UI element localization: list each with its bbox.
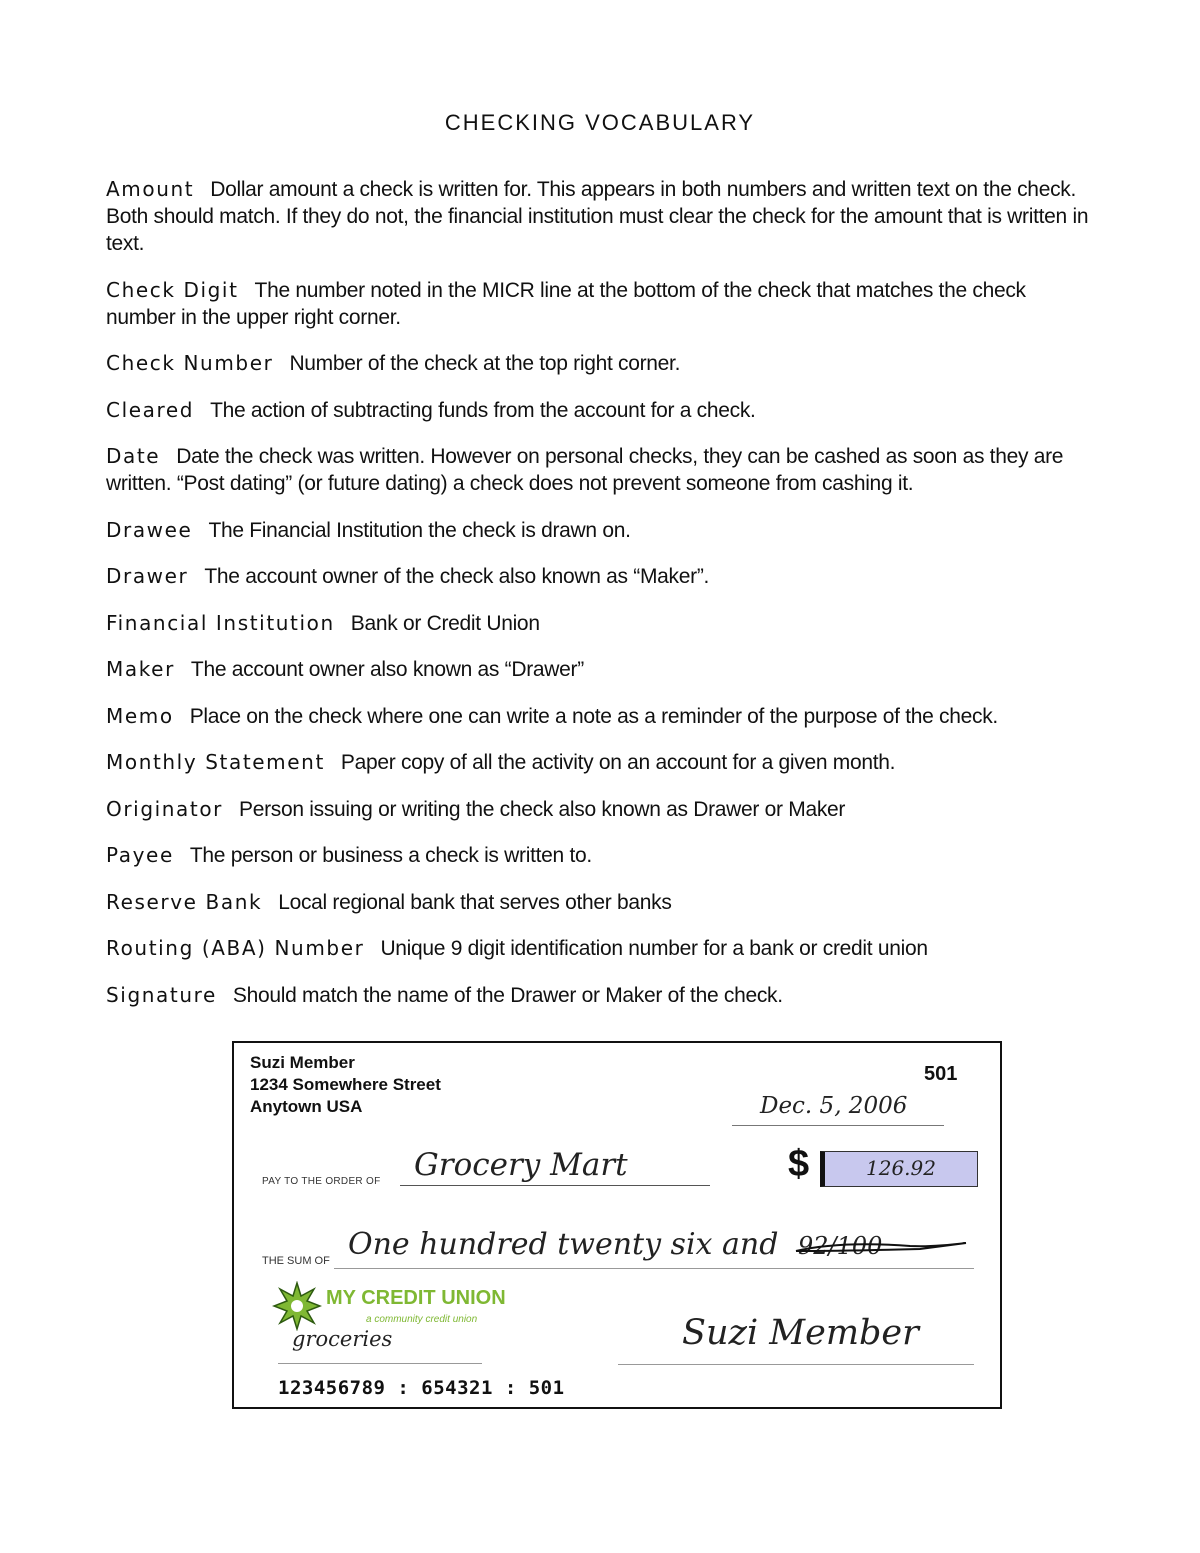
vocab-definition: Should match the name of the Drawer or Maker of the check.	[232, 983, 783, 1007]
vocab-entry	[106, 749, 1096, 776]
vocab-definition: The person or business a check is written to.	[189, 844, 592, 867]
vocab-term: Payee	[106, 843, 174, 867]
date-line	[732, 1125, 944, 1126]
vocab-term: Monthly Statement	[106, 750, 325, 774]
credit-union-logo-icon	[272, 1281, 322, 1331]
micr-line: 123456789 : 654321 : 501	[278, 1377, 565, 1399]
vocab-term: Check Number	[106, 351, 274, 375]
vocab-term: Reserve Bank	[106, 889, 263, 914]
vocab-entry	[106, 563, 1096, 590]
vocab-entry	[106, 350, 1096, 377]
vocab-entry	[106, 443, 1096, 497]
vocab-entry	[106, 656, 1096, 683]
vocab-term: Originator	[106, 796, 224, 821]
vocabulary-list	[106, 176, 1096, 1028]
vocab-term: Check Digit	[106, 277, 239, 302]
payee-line	[400, 1185, 710, 1186]
line-fill-squiggle	[790, 1237, 970, 1261]
vocab-definition: The action of subtracting funds from the account for a check.	[210, 398, 756, 422]
vocab-term: Routing (ABA) Number	[106, 936, 365, 960]
vocab-definition: Dollar amount a check is written for. This appears in both numbers and written text on the check. Both should match. If they do not, the financial institution must clear the check for the amount that is written in text.	[106, 178, 1089, 255]
check-date: Dec. 5, 2006	[760, 1093, 908, 1119]
vocab-definition: The account owner of the check also known as “Maker”.	[204, 565, 710, 588]
signature-value: Suzi Member	[682, 1313, 919, 1353]
vocab-entry	[106, 982, 1096, 1009]
vocab-term: Maker	[106, 657, 175, 681]
vocab-term: Memo	[106, 703, 174, 728]
vocab-definition: Paper copy of all the activity on an account for a given month.	[340, 751, 896, 774]
vocab-definition: The Financial Institution the check is drawn on.	[208, 518, 631, 542]
check-number: 501	[924, 1063, 958, 1085]
vocab-entry	[106, 935, 1096, 962]
vocab-term: Cleared	[106, 397, 195, 422]
vocab-definition: Local regional bank that serves other banks	[278, 890, 672, 914]
written-amount-fraction: 92/100	[797, 1232, 883, 1260]
vocab-definition: Unique 9 digit identification number for a bank or credit union	[380, 937, 928, 960]
vocab-definition: Bank or Credit Union	[350, 611, 540, 635]
dollar-sign: $	[788, 1143, 810, 1185]
vocab-definition: Person issuing or writing the check also known as Drawer or Maker	[239, 797, 846, 821]
owner-name: Suzi Member	[250, 1053, 355, 1072]
bank-tagline: a community credit union	[366, 1314, 478, 1325]
written-amount-words: One hundred twenty six and	[348, 1227, 779, 1262]
amount-box	[820, 1151, 978, 1187]
vocab-definition: The account owner also known as “Drawer”	[190, 658, 584, 681]
vocab-definition: Place on the check where one can write a note as a reminder of the purpose of the check.	[189, 704, 998, 728]
vocab-entry	[106, 842, 1096, 869]
owner-city: Anytown USA	[250, 1097, 363, 1116]
vocab-entry	[106, 610, 1096, 637]
sum-label: THE SUM OF	[262, 1255, 330, 1267]
vocab-entry	[106, 517, 1096, 544]
sum-line	[334, 1268, 974, 1269]
amount-value: 126.92	[866, 1156, 936, 1180]
vocab-term: Financial Institution	[106, 610, 335, 635]
signature-line	[618, 1364, 974, 1365]
vocab-term: Date	[106, 444, 161, 468]
payee-value: Grocery Mart	[414, 1147, 628, 1183]
pay-to-label: PAY TO THE ORDER OF	[262, 1176, 381, 1187]
vocab-definition: Number of the check at the top right corner.	[289, 352, 681, 375]
vocab-entry	[106, 796, 1096, 823]
vocab-entry	[106, 889, 1096, 916]
page-title: CHECKING VOCABULARY	[444, 110, 756, 135]
vocab-term: Signature	[106, 982, 217, 1007]
vocab-entry	[106, 176, 1096, 257]
bank-name: MY CREDIT UNION	[326, 1287, 506, 1309]
vocab-entry	[106, 397, 1096, 424]
check-owner-address	[250, 1052, 441, 1118]
vocab-definition: Date the check was written. However on personal checks, they can be cashed as soon as they are written. “Post dating” (or future dating) a check does not prevent someone from cashing it.	[106, 445, 1064, 495]
vocab-entry	[106, 277, 1096, 331]
owner-street: 1234 Somewhere Street	[250, 1075, 441, 1094]
vocab-term: Drawee	[106, 517, 193, 542]
vocab-term: Amount	[106, 177, 195, 201]
vocab-definition: The number noted in the MICR line at the bottom of the check that matches the check number in the upper right corner.	[106, 278, 1026, 329]
sample-check	[232, 1041, 1002, 1409]
memo-value: groceries	[292, 1327, 393, 1351]
vocab-term: Drawer	[106, 564, 189, 588]
vocab-entry	[106, 703, 1096, 730]
memo-line	[278, 1363, 482, 1364]
